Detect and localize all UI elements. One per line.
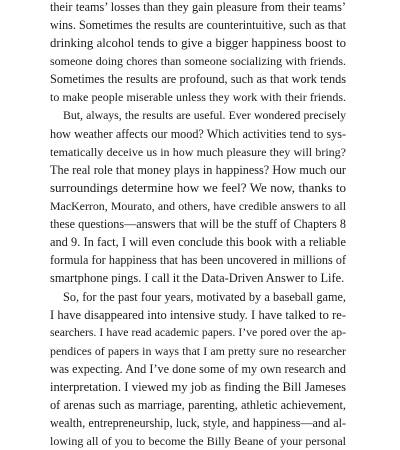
- text-line: formula for happiness that has been uncovered in millions of: [50, 251, 346, 269]
- text-line: these questions—answers that will be the stuff of Chapters 8: [50, 215, 346, 233]
- text-line: wins. Sometimes the results are counterintuitive, such as that: [50, 16, 346, 34]
- text-line: was expecting. And I’ve done some of my own research and: [50, 360, 346, 378]
- paragraph-2: [50, 107, 346, 288]
- text-line: smartphone pings. I call it the Data-Driven Answer to Life.: [50, 269, 346, 287]
- paragraph-1: [50, 0, 346, 107]
- text-line: lowing all of you to become the Billy Beane of your personal: [50, 432, 346, 450]
- paragraph-3: [50, 288, 346, 450]
- text-line: drinking alcohol tends to give a bigger happiness boost to: [50, 34, 346, 52]
- text-line: Sometimes the results are profound, such as that work tends: [50, 70, 346, 88]
- text-line: to make people miserable unless they work with their friends.: [50, 88, 346, 106]
- text-line: I have disappeared into intensive study. I have talked to re-: [50, 306, 346, 324]
- text-line: interpretation. I viewed my job as finding the Bill Jameses: [50, 378, 346, 396]
- text-line: tematically deceive us in how much pleasure they will bring?: [50, 143, 346, 161]
- body-text: [50, 0, 346, 450]
- text-line: of arenas such as marriage, parenting, athletic achievement,: [50, 396, 346, 414]
- text-line: how weather affects our mood? Which activities tend to sys-: [50, 125, 346, 143]
- text-line: and 9. In fact, I will even conclude this book with a reliable: [50, 233, 346, 251]
- text-line: wealth, entrepreneurship, luck, style, and happiness—and al-: [50, 414, 346, 432]
- text-line: So, for the past four years, motivated by a baseball game,: [50, 288, 346, 306]
- text-line: surroundings determine how we feel? We now, thanks to: [50, 179, 346, 197]
- text-line: MacKerron, Mourato, and others, have credible answers to all: [50, 197, 346, 215]
- text-line: pendices of papers in ways that I am pretty sure no researcher: [50, 342, 346, 360]
- text-line: searchers. I have read academic papers. I’ve pored over the ap-: [50, 324, 346, 342]
- text-line: But, always, the results are useful. Ever wondered precisely: [50, 107, 346, 125]
- text-line: The real role that money plays in happiness? How much our: [50, 161, 346, 179]
- text-line: their teams’ losses than they gain pleasure from their teams’: [50, 0, 346, 16]
- text-line: someone doing chores than someone socializing with friends.: [50, 52, 346, 70]
